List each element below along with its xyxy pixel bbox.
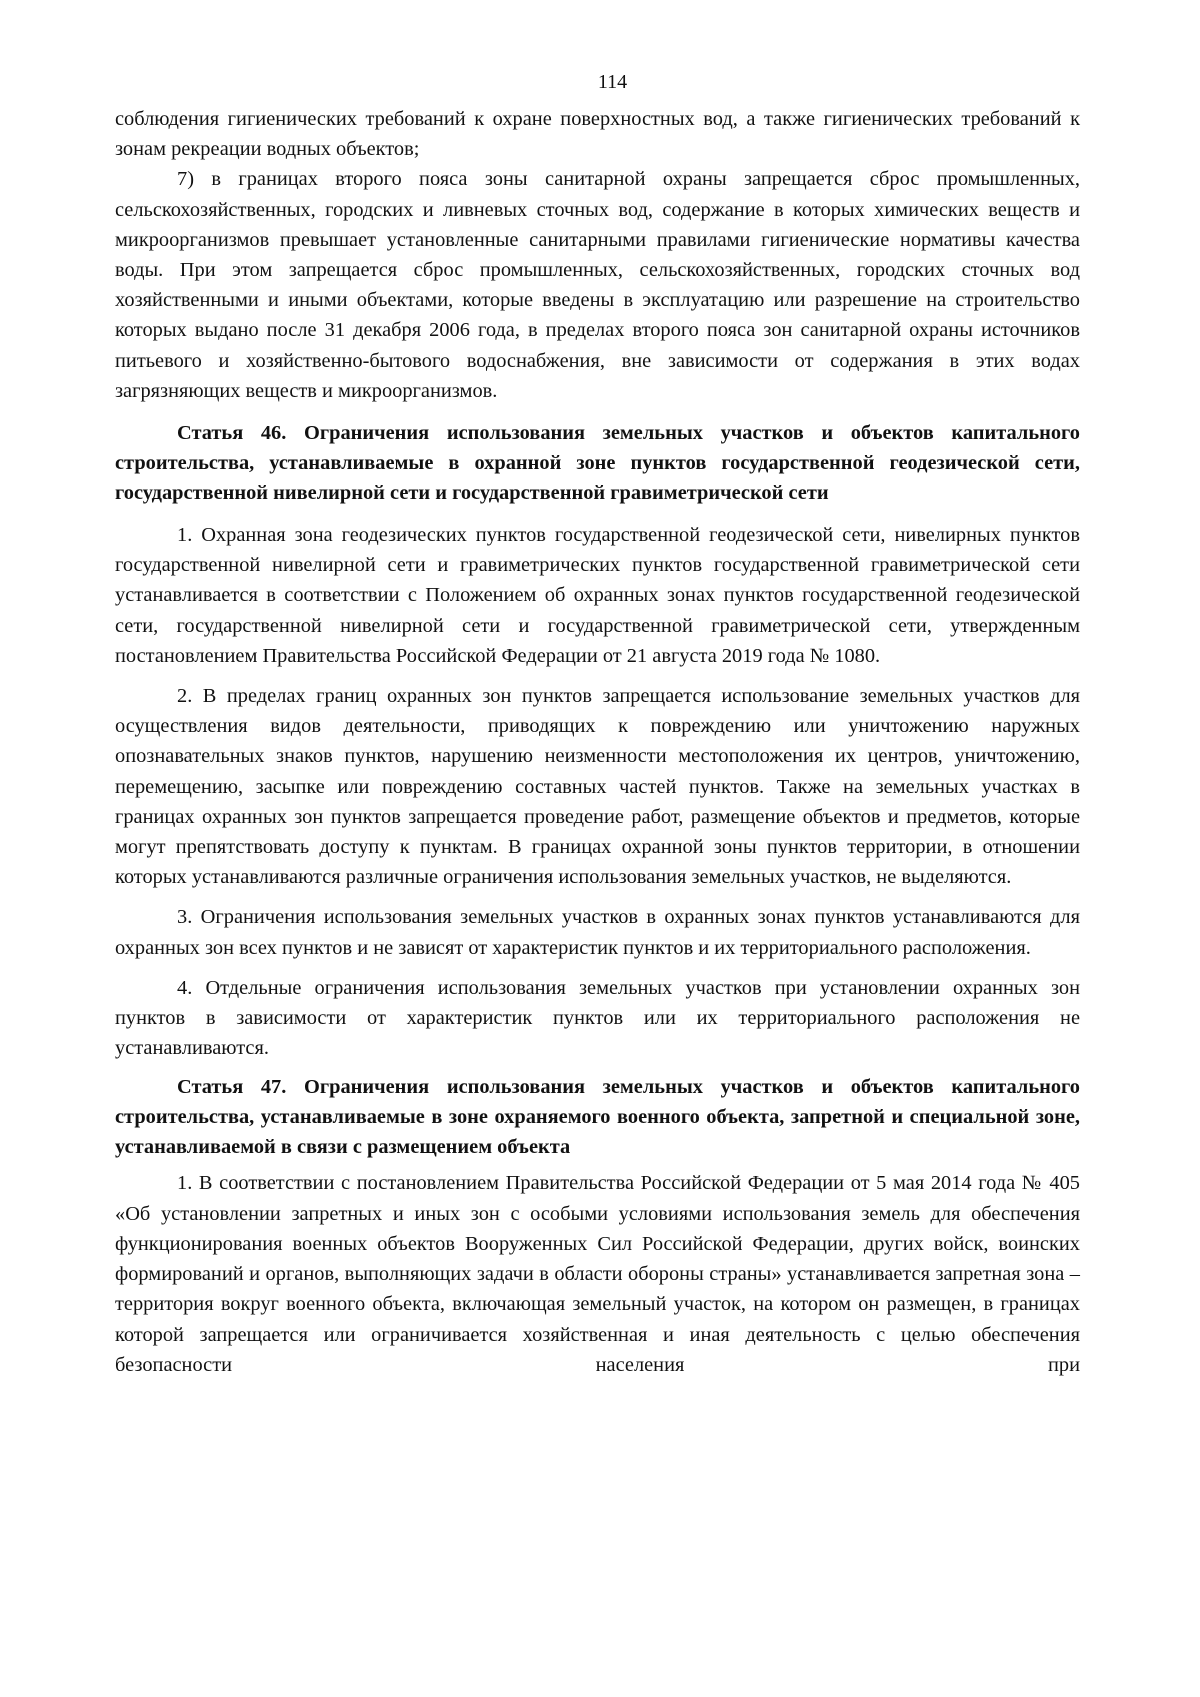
article-46-paragraph-3: 3. Ограничения использования земельных участков в охранных зонах пунктов устанавливаются для охранных зон всех пунктов и не зависят от характеристик пунктов и их территориального расположения. bbox=[115, 906, 1080, 959]
article-46-paragraph-4: 4. Отдельные ограничения использования земельных участков при установлении охранных зон пунктов в зависимости от характеристик пунктов или их территориального расположения не устанавливаются. bbox=[115, 976, 1080, 1060]
paragraph-item-7: 7) в границах второго пояса зоны санитарной охраны запрещается сброс промышленных, сельскохозяйственных, городских и ливневых сточных вод, содержание в которых химических веществ и микроорганизмов превышает установленные санитарными правилами гигиенические нормативы качества воды. При этом запрещается сброс промышленных, сельскохозяйственных, городских сточных вод хозяйственными и иными объектами, которые введены в эксплуатацию или разрешение на строительство которых выдано после 31 декабря 2006 года, в пределах второго пояса зон санитарной охраны источников питьевого и хозяйственно-бытового водоснабжения, вне зависимости от содержания в этих водах загрязняющих веществ и микроорганизмов. bbox=[115, 168, 1080, 402]
article-46-paragraph-1: 1. Охранная зона геодезических пунктов государственной геодезической сети, нивелирных пунктов государственной нивелирной сети и гравиметрических пунктов государственной гравиметрической сети устанавливается в соответствии с Положением об охранных зонах пунктов государственной геодезической сети, государственной нивелирной сети и государственной гравиметрической сети, утвержденным постановлением Правительства Российской Федерации от 21 августа 2019 года № 1080. bbox=[115, 524, 1080, 667]
article-47-title: Статья 47. Ограничения использования земельных участков и объектов капитального строительства, устанавливаемые в зоне охраняемого военного объекта, запретной и специальной зоне, устанавливаемой в связи с размещением объекта bbox=[115, 1076, 1080, 1159]
document-page bbox=[115, 70, 1080, 1380]
page-number: 114 bbox=[597, 71, 628, 93]
paragraph-continuation: соблюдения гигиенических требований к охране поверхностных вод, а также гигиенических требований к зонам рекреации водных объектов; bbox=[115, 108, 1080, 161]
article-47-paragraph-1: 1. В соответствии с постановлением Правительства Российской Федерации от 5 мая 2014 года № 405 «Об установлении запретных и иных зон с особыми условиями использования земель для обеспечения функционирования военных объектов Вооруженных Сил Российской Федерации, других войск, воинских формирований и органов, выполняющих задачи в области обороны страны» устанавливается запретная зона – территория вокруг военного объекта, включающая земельный участок, на котором он размещен, в границах которой запрещается или ограничивается хозяйственная и иная деятельность с целью обеспечения безопасности населения при bbox=[115, 1172, 1080, 1376]
article-46-title: Статья 46. Ограничения использования земельных участков и объектов капитального строительства, устанавливаемые в охранной зоне пунктов государственной геодезической сети, государственной нивелирной сети и государственной гравиметрической сети bbox=[115, 422, 1080, 505]
article-46-paragraph-2: 2. В пределах границ охранных зон пунктов запрещается использование земельных участков для осуществления видов деятельности, приводящих к повреждению или уничтожению наружных опознавательных знаков пунктов, нарушению неизменности местоположения их центров, уничтожению, перемещению, засыпке или повреждению составных частей пунктов. Также на земельных участках в границах охранных зон пунктов запрещается проведение работ, размещение объектов и предметов, которые могут препятствовать доступу к пунктам. В границах охранной зоны пунктов территории, в отношении которых устанавливаются различные ограничения использования земельных участков, не выделяются. bbox=[115, 685, 1080, 889]
